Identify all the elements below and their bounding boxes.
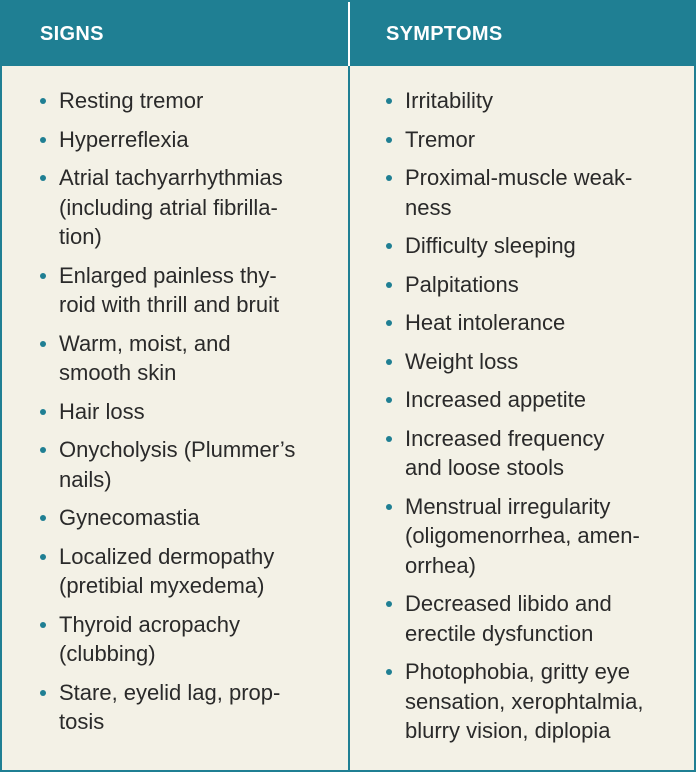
symptom-text: Difficulty sleeping xyxy=(405,233,576,258)
list-item xyxy=(38,163,326,252)
list-item xyxy=(384,270,668,300)
list-item xyxy=(384,347,668,377)
list-item xyxy=(384,424,668,483)
list-item xyxy=(384,308,668,338)
symptom-text: Tremor xyxy=(405,126,476,152)
sign-text: Onycholysis (Plummer’s nails) xyxy=(59,437,296,492)
list-item xyxy=(384,385,668,415)
symptoms-column xyxy=(350,66,694,770)
symptom-text: Increased appetite xyxy=(405,387,587,412)
sign-text: Warm, moist, and smooth skin xyxy=(59,330,231,385)
list-item xyxy=(38,503,326,533)
sign-text: Hyperreflexia xyxy=(59,126,189,152)
sign-text: Stare, eyelid lag, prop- tosis xyxy=(59,679,281,734)
signs-column xyxy=(2,66,350,770)
symptoms-column-header: SYMPTOMS xyxy=(386,22,503,45)
symptom-text: Weight loss xyxy=(405,348,519,374)
list-item xyxy=(384,163,668,222)
list-item xyxy=(38,610,326,669)
sign-text: Gynecomastia xyxy=(59,505,200,530)
symptom-text: Decreased libido and erectile dysfunction xyxy=(405,591,612,646)
symptom-text: Palpitations xyxy=(405,271,519,297)
symptom-text: Menstrual irregularity (oligomenorrhea, amen- orrhea) xyxy=(405,493,640,578)
sign-text: Resting tremor xyxy=(59,88,204,113)
sign-text: Atrial tachyarrhythmias (including atrial fibrilla- tion) xyxy=(59,165,283,249)
symptoms-list xyxy=(350,66,694,746)
list-item xyxy=(384,231,668,261)
list-item xyxy=(38,542,326,601)
list-item xyxy=(384,589,668,648)
list-item xyxy=(38,261,326,320)
symptom-text: Irritability xyxy=(405,88,494,113)
table-header xyxy=(2,2,694,66)
list-item xyxy=(38,435,326,494)
symptom-text: Proximal-muscle weak- ness xyxy=(405,165,633,220)
list-item xyxy=(38,86,326,116)
list-item xyxy=(384,125,668,155)
list-item xyxy=(38,678,326,737)
symptom-text: Increased frequency and loose stools xyxy=(405,425,605,480)
list-item xyxy=(38,329,326,388)
list-item xyxy=(38,125,326,155)
signs-column-header: SIGNS xyxy=(2,2,350,66)
list-item xyxy=(38,397,326,427)
list-item xyxy=(384,86,668,116)
symptom-text: Heat intolerance xyxy=(405,310,566,335)
list-item xyxy=(384,492,668,581)
sign-text: Thyroid acropachy (clubbing) xyxy=(59,611,240,666)
symptom-text: Photophobia, gritty eye sensation, xerophtalmia, blurry vision, diplopia xyxy=(405,659,644,743)
sign-text: Enlarged painless thy- roid with thrill and bruit xyxy=(59,262,280,317)
sign-text: Hair loss xyxy=(59,398,145,424)
signs-list xyxy=(2,66,348,737)
sign-text: Localized dermopathy (pretibial myxedema) xyxy=(59,543,275,598)
list-item xyxy=(384,657,668,746)
